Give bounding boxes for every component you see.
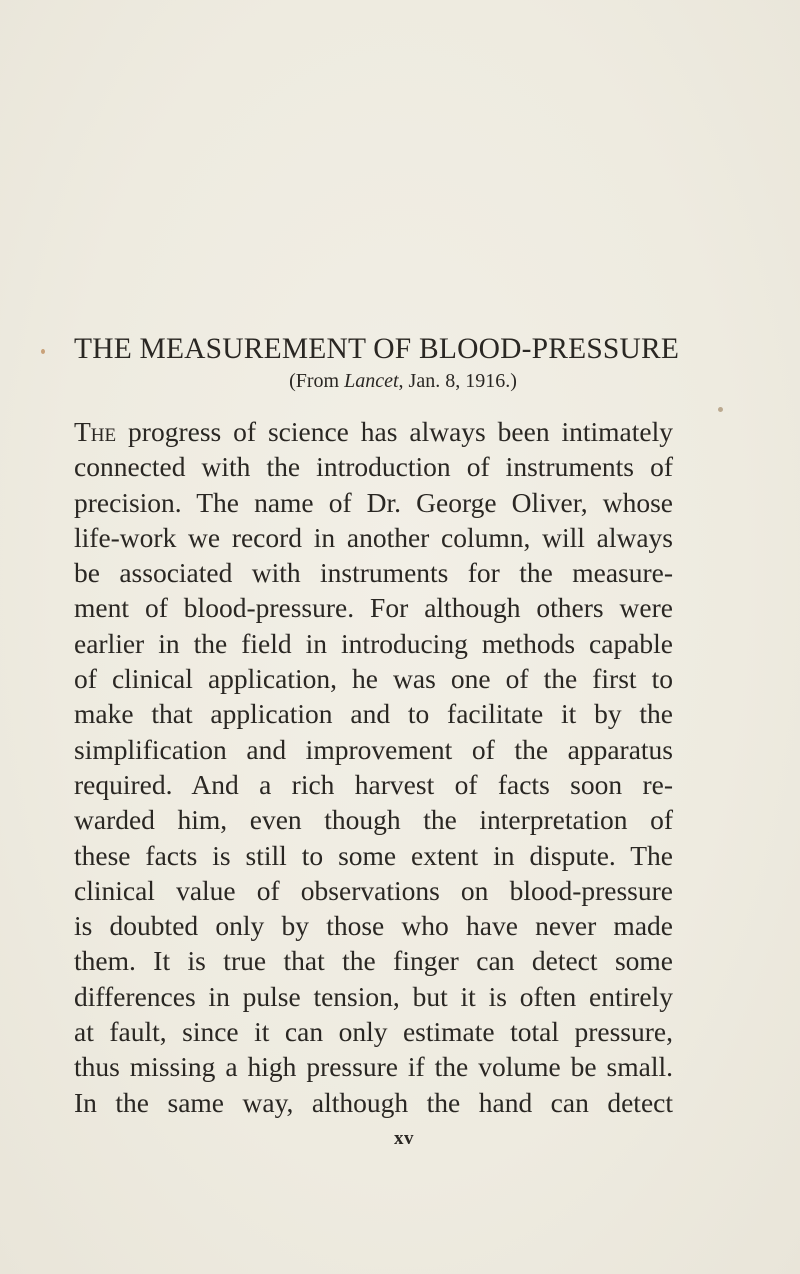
text-line: simplification and improvement of the apparatus	[74, 733, 673, 765]
text-line: of clinical application, he was one of the first to	[74, 663, 673, 695]
text-line: make that application and to facilitate it by the	[74, 698, 673, 730]
body-paragraph	[74, 414, 673, 1120]
text-line: them. It is true that the finger can detect some	[74, 945, 673, 977]
page-title: THE MEASUREMENT OF BLOOD-PRESSURE	[74, 333, 680, 365]
text-line: earlier in the field in introducing methods capable	[74, 627, 673, 659]
text-line: is doubted only by those who have never made	[74, 910, 673, 942]
text-line: at fault, since it can only estimate total pressure,	[74, 1016, 673, 1048]
text-line: ment of blood-pressure. For although others were	[74, 592, 673, 624]
source-citation	[0, 368, 800, 394]
text-line: be associated with instruments for the measure-	[74, 557, 673, 589]
text-line: these facts is still to some extent in dispute. The	[74, 839, 673, 871]
paper-speck	[718, 407, 723, 412]
text-line: warded him, even though the interpretation of	[74, 804, 673, 836]
text-line: differences in pulse tension, but it is often entirely	[74, 980, 673, 1012]
drop-word: The	[74, 416, 117, 447]
text-line-content: progress of science has always been intimately	[116, 416, 673, 447]
text-line: precision. The name of Dr. George Oliver, whose	[74, 486, 673, 518]
text-line: required. And a rich harvest of facts soon re-	[74, 768, 673, 800]
source-prefix: (From	[289, 370, 345, 392]
source-journal: Lancet	[344, 370, 399, 392]
text-line	[74, 414, 673, 449]
text-line: life-work we record in another column, will always	[74, 521, 673, 553]
text-line: connected with the introduction of instruments of	[74, 451, 673, 483]
page-number: xv	[394, 1128, 414, 1149]
text-line: clinical value of observations on blood-pressure	[74, 874, 673, 906]
paper-speck	[41, 349, 45, 354]
text-line: In the same way, although the hand can detect	[74, 1086, 673, 1118]
text-line: thus missing a high pressure if the volume be small.	[74, 1051, 673, 1083]
source-suffix: , Jan. 8, 1916.)	[398, 370, 517, 392]
